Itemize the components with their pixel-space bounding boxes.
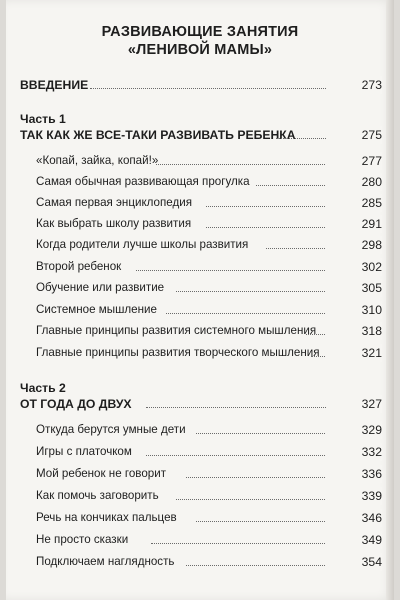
entry-page: 321 <box>326 344 382 362</box>
toc-entry <box>6 279 400 297</box>
entry-page: 285 <box>326 194 382 212</box>
toc-title-line-2: «ЛЕНИВОЙ МАМЫ» <box>127 42 273 58</box>
leader-dots <box>156 152 331 165</box>
toc-entry-part-2-title <box>6 395 400 413</box>
leader-dots <box>146 443 331 456</box>
toc-entry-introduction <box>6 76 400 94</box>
entry-label: Речь на кончиках пальцев <box>36 509 181 527</box>
leader-dots <box>176 487 331 500</box>
part-2-label: Часть 2 <box>20 381 66 395</box>
entry-label: ОТ ГОДА ДО ДВУХ <box>20 395 136 413</box>
entry-page: 273 <box>326 76 382 94</box>
toc-entry <box>6 509 400 527</box>
entry-label: Главные принципы развития творческого мышления <box>36 344 324 362</box>
toc-entry <box>6 443 400 461</box>
toc-entry-part-1-title <box>6 126 400 144</box>
entry-page: 310 <box>326 301 382 319</box>
entry-label: Как помочь заговорить <box>36 487 163 505</box>
leader-dots <box>266 236 331 249</box>
leader-dots <box>186 553 331 566</box>
entry-page: 329 <box>326 421 382 439</box>
toc-entry <box>6 465 400 483</box>
entry-label: Когда родители лучше школы развития <box>36 236 252 254</box>
entry-page: 336 <box>326 465 382 483</box>
part-1-label: Часть 1 <box>20 112 66 126</box>
leader-dots <box>166 301 331 314</box>
entry-label: Самая первая энциклопедия <box>36 194 196 212</box>
entry-label: Игры с платочком <box>36 443 136 461</box>
entry-page: 349 <box>326 531 382 549</box>
toc-entry <box>6 421 400 439</box>
leader-dots <box>151 531 331 544</box>
toc-entry <box>6 301 400 319</box>
entry-page: 346 <box>326 509 382 527</box>
toc-entry <box>6 487 400 505</box>
entry-label: Самая обычная развивающая прогулка <box>36 173 254 191</box>
entry-label: Главные принципы развития системного мышления <box>36 322 320 340</box>
entry-label: ТАК КАК ЖЕ ВСЕ-ТАКИ РАЗВИВАТЬ РЕБЕНКА <box>20 126 300 144</box>
entry-label: Второй ребенок <box>36 258 125 276</box>
entry-label: Мой ребенок не говорит <box>36 465 170 483</box>
entry-label: Как выбрать школу развития <box>36 215 195 233</box>
toc-entry <box>6 236 400 254</box>
entry-page: 318 <box>326 322 382 340</box>
entry-page: 302 <box>326 258 382 276</box>
leader-dots <box>256 173 331 186</box>
leader-dots <box>146 395 336 408</box>
toc-entry <box>6 322 400 340</box>
entry-page: 327 <box>326 395 382 413</box>
toc-entry <box>6 215 400 233</box>
toc-entry <box>6 344 400 362</box>
entry-label: Системное мышление <box>36 301 161 319</box>
leader-dots <box>196 509 331 522</box>
toc-entry <box>6 258 400 276</box>
leader-dots <box>206 215 331 228</box>
toc-entry <box>6 553 400 571</box>
entry-page: 291 <box>326 215 382 233</box>
entry-page: 339 <box>326 487 382 505</box>
leader-dots <box>186 465 331 478</box>
toc-entry <box>6 531 400 549</box>
entry-label: «Копай, зайка, копай!» <box>36 152 162 170</box>
entry-page: 280 <box>326 173 382 191</box>
book-page <box>6 0 394 600</box>
toc-entry <box>6 152 400 170</box>
entry-label: Обучение или развитие <box>36 279 168 297</box>
entry-label: Подключаем наглядность <box>36 553 178 571</box>
entry-label: Откуда берутся умные дети <box>36 421 190 439</box>
leader-dots <box>176 279 331 292</box>
entry-page: 354 <box>326 553 382 571</box>
leader-dots <box>206 194 331 207</box>
entry-page: 277 <box>326 152 382 170</box>
leader-dots <box>196 421 331 434</box>
leader-dots <box>136 258 331 271</box>
entry-page: 298 <box>326 236 382 254</box>
entry-label: Не просто сказки <box>36 531 132 549</box>
entry-page: 332 <box>326 443 382 461</box>
entry-label: ВВЕДЕНИЕ <box>20 76 92 94</box>
toc-entry <box>6 173 400 191</box>
leader-dots <box>90 76 330 89</box>
entry-page: 275 <box>326 126 382 144</box>
entry-page: 305 <box>326 279 382 297</box>
toc-entry <box>6 194 400 212</box>
toc-title-line-1: РАЗВИВАЮЩИЕ ЗАНЯТИЯ <box>101 24 299 40</box>
